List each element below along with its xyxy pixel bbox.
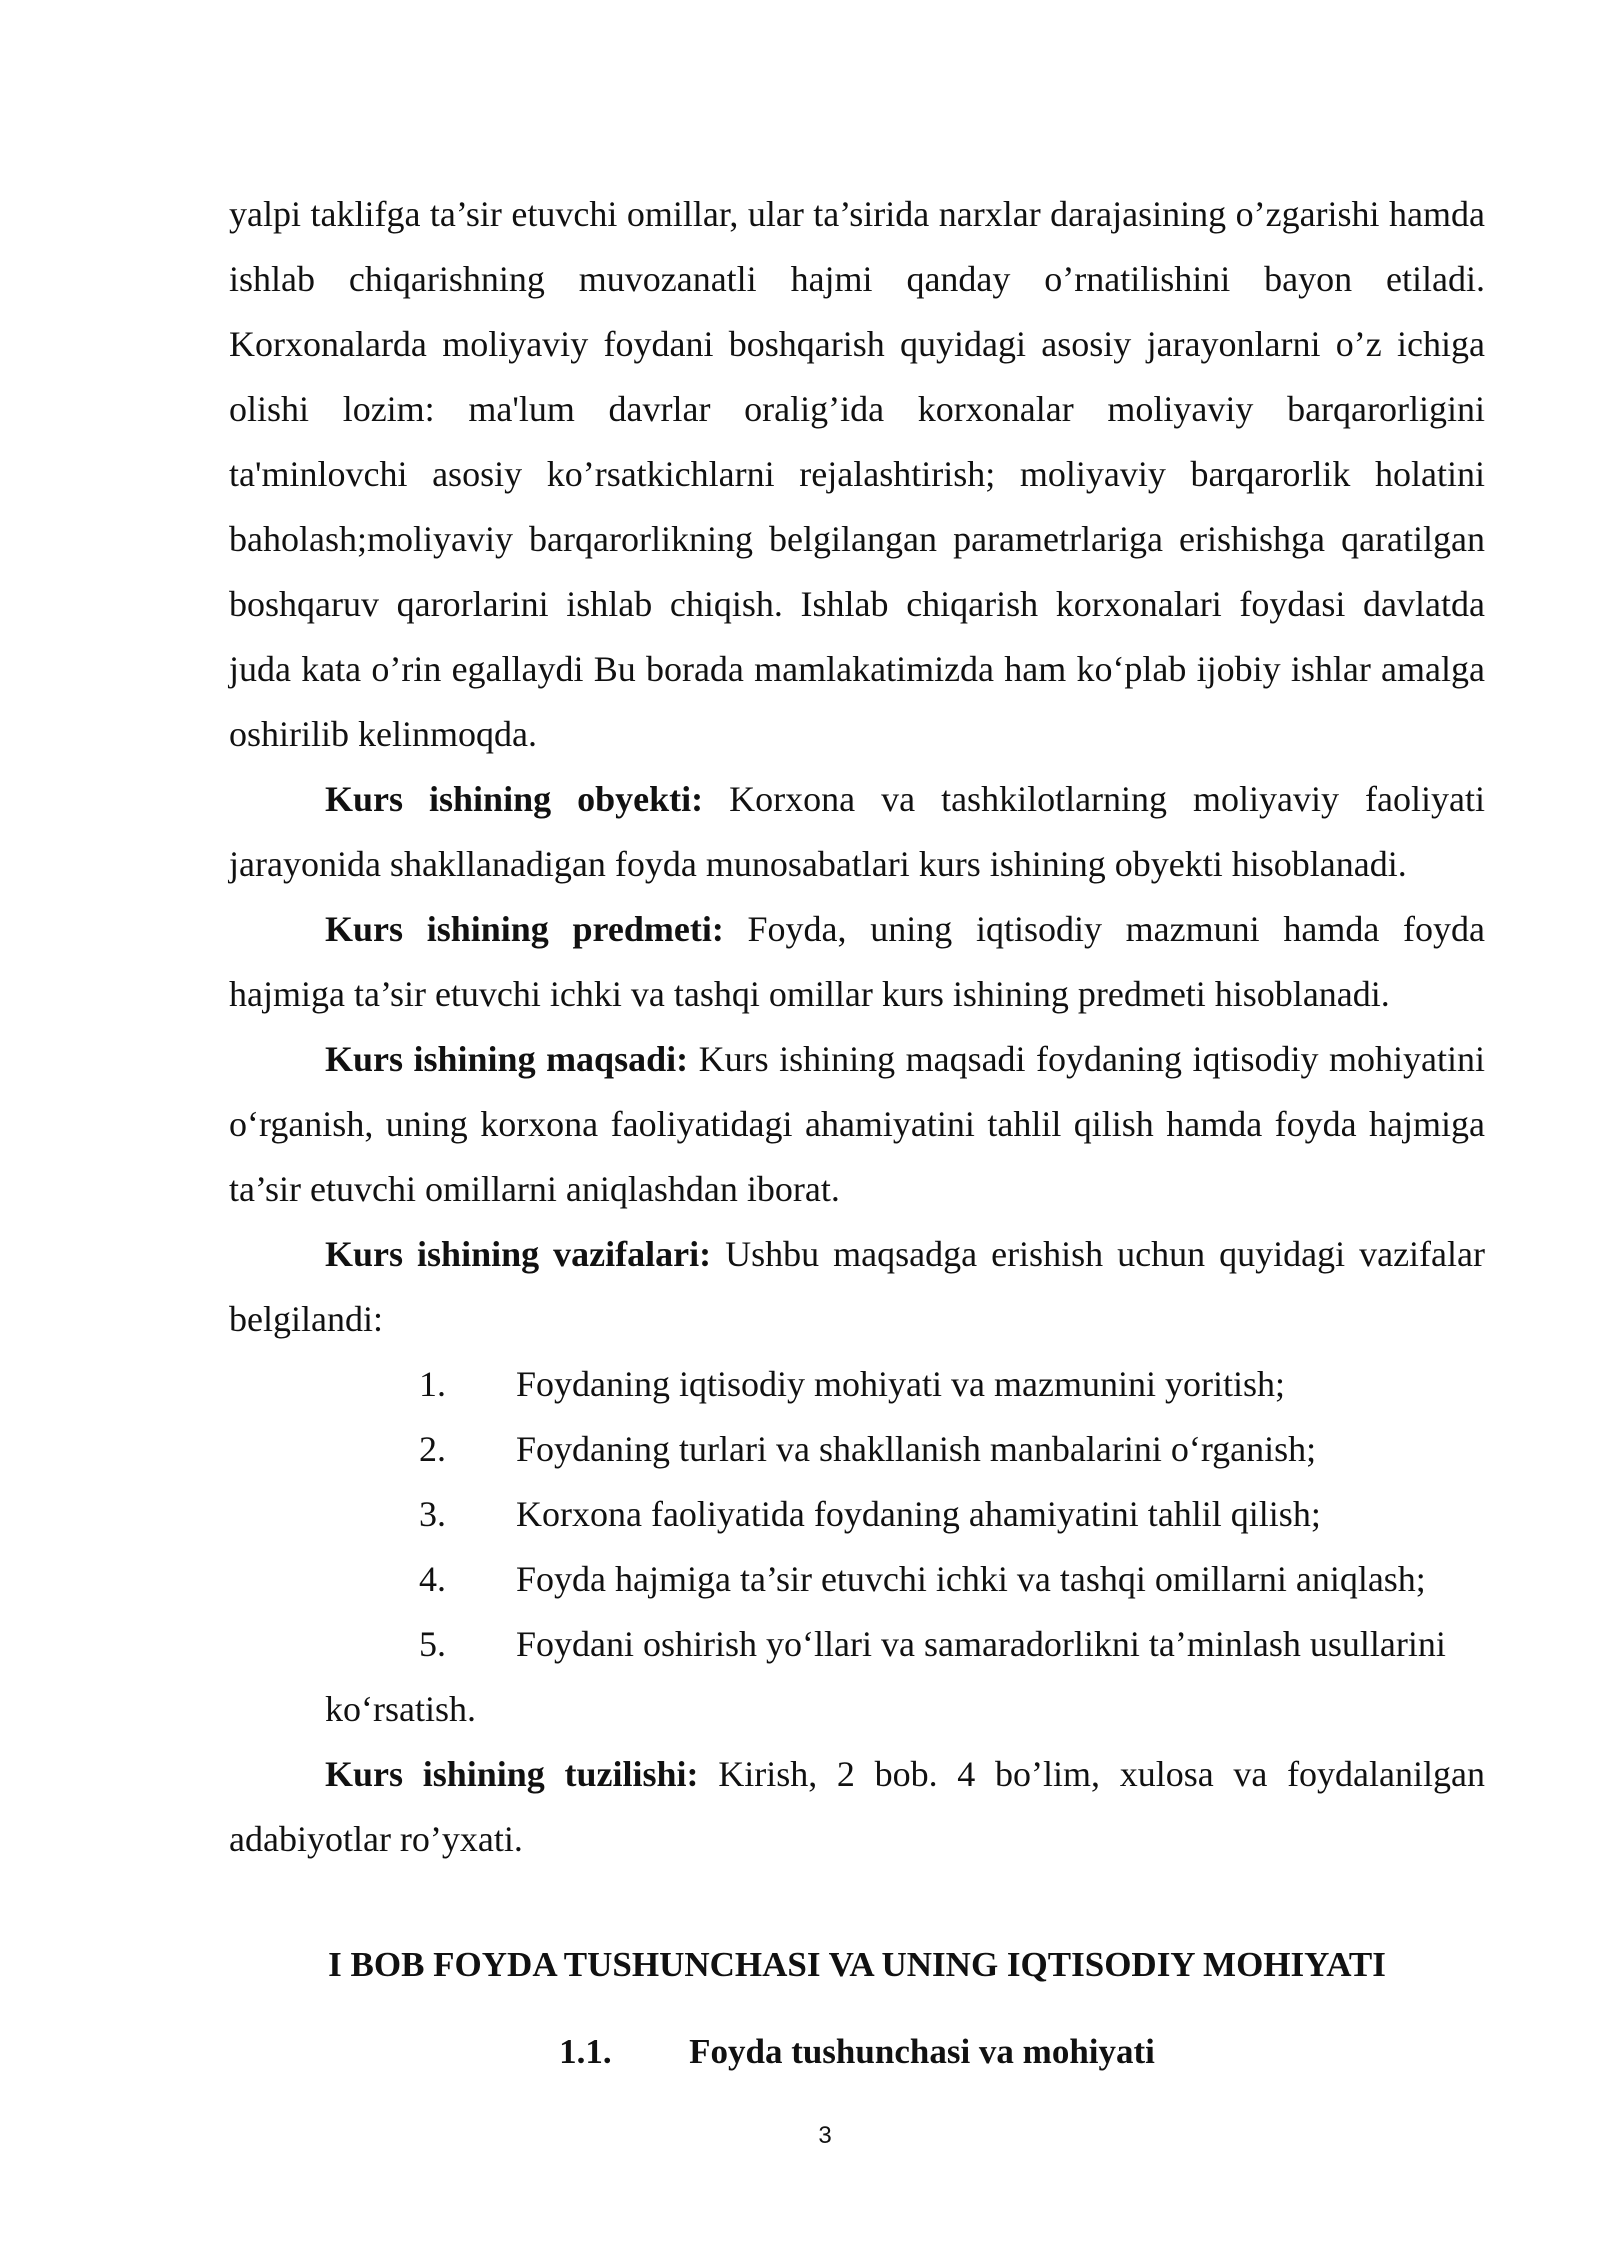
chapter-title: I BOB FOYDA TUSHUNCHASI VA UNING IQTISODIY MOHIYATI	[328, 1945, 1386, 1984]
list-item-number: 4.	[419, 1559, 446, 1599]
object-text: Korxona va tashkilotlarning moliyaviy faoliyati jarayonida shakllanadigan foyda munosabatlari kurs ishining obyekti hisoblanadi.	[229, 779, 1485, 884]
section-heading	[229, 2027, 1485, 2077]
goal-text: Kurs ishining maqsadi foydaning iqtisodiy mohiyatini o‘rganish, uning korxona faoliyatidagi ahamiyatini tahlil qilish hamda foyda hajmiga ta’sir etuvchi omillarni aniqlashdan iborat.	[229, 1039, 1485, 1209]
list-item-number: 3.	[419, 1494, 446, 1534]
list-item	[229, 1547, 1485, 1612]
tasks-list	[229, 1352, 1485, 1742]
goal-label: Kurs ishining maqsadi:	[325, 1039, 689, 1079]
list-item-number: 5.	[419, 1624, 446, 1664]
list-item-text: Foyda hajmiga ta’sir etuvchi ichki va tashqi omillarni aniqlash;	[516, 1559, 1426, 1599]
section-number: 1.1.	[559, 2032, 612, 2071]
list-item-text: Foydaning iqtisodiy mohiyati va mazmunini yoritish;	[516, 1364, 1285, 1404]
section-title: Foyda tushunchasi va mohiyati	[689, 2032, 1155, 2071]
list-item	[229, 1417, 1485, 1482]
list-item-continuation: ko‘rsatish.	[325, 1689, 476, 1729]
list-item-text: Korxona faoliyatida foydaning ahamiyatini tahlil qilish;	[516, 1494, 1321, 1534]
list-item-text: Foydani oshirish yo‘llari va samaradorlikni ta’minlash usullarini	[516, 1624, 1446, 1664]
structure-paragraph	[229, 1742, 1485, 1872]
list-item	[229, 1352, 1485, 1417]
page-number: 3	[818, 2122, 832, 2149]
subject-label: Kurs ishining predmeti:	[325, 909, 724, 949]
list-item-text: Foydaning turlari va shakllanish manbalarini o‘rganish;	[516, 1429, 1317, 1469]
tasks-text: Ushbu maqsadga erishish uchun quyidagi vazifalar belgilandi:	[229, 1234, 1485, 1339]
tasks-label: Kurs ishining vazifalari:	[325, 1234, 712, 1274]
list-item-number: 1.	[419, 1364, 446, 1404]
structure-label: Kurs ishining tuzilishi:	[325, 1754, 699, 1794]
object-label: Kurs ishining obyekti:	[325, 779, 704, 819]
structure-text: Kirish, 2 bob. 4 bo’lim, xulosa va foydalanilgan adabiyotlar ro’yxati.	[229, 1754, 1485, 1859]
intro-paragraph: yalpi taklifga ta’sir etuvchi omillar, ular ta’sirida narxlar darajasining o’zgarishi hamda ishlab chiqarishning muvozanatli hajmi qanday o’rnatilishini bayon etiladi. Korxonalarda moliyaviy foydani boshqarish quyidagi asosiy jarayonlarni o’z ichiga olishi lozim: ma'lum davrlar oralig’ida korxonalar moliyaviy barqarorligini ta'minlovchi asosiy ko’rsatkichlarni rejalashtirish; moliyaviy barqarorlik holatini baholash;moliyaviy barqarorlikning belgilangan parametrlariga erishishga qaratilgan boshqaruv qarorlarini ishlab chiqish. Ishlab chiqarish korxonalari foydasi davlatda juda kata o’rin egallaydi Bu borada mamlakatimizda ham ko‘plab ijobiy ishlar amalga oshirilib kelinmoqda.	[229, 194, 1485, 754]
list-item	[229, 1612, 1485, 1742]
goal-paragraph	[229, 1027, 1485, 1222]
object-paragraph	[229, 767, 1485, 897]
list-item	[229, 1482, 1485, 1547]
tasks-paragraph	[229, 1222, 1485, 1352]
subject-paragraph	[229, 897, 1485, 1027]
document-body	[229, 182, 1485, 1872]
subject-text: Foyda, uning iqtisodiy mazmuni hamda foyda hajmiga ta’sir etuvchi ichki va tashqi omillar kurs ishining predmeti hisoblanadi.	[229, 909, 1485, 1014]
list-item-number: 2.	[419, 1429, 446, 1469]
